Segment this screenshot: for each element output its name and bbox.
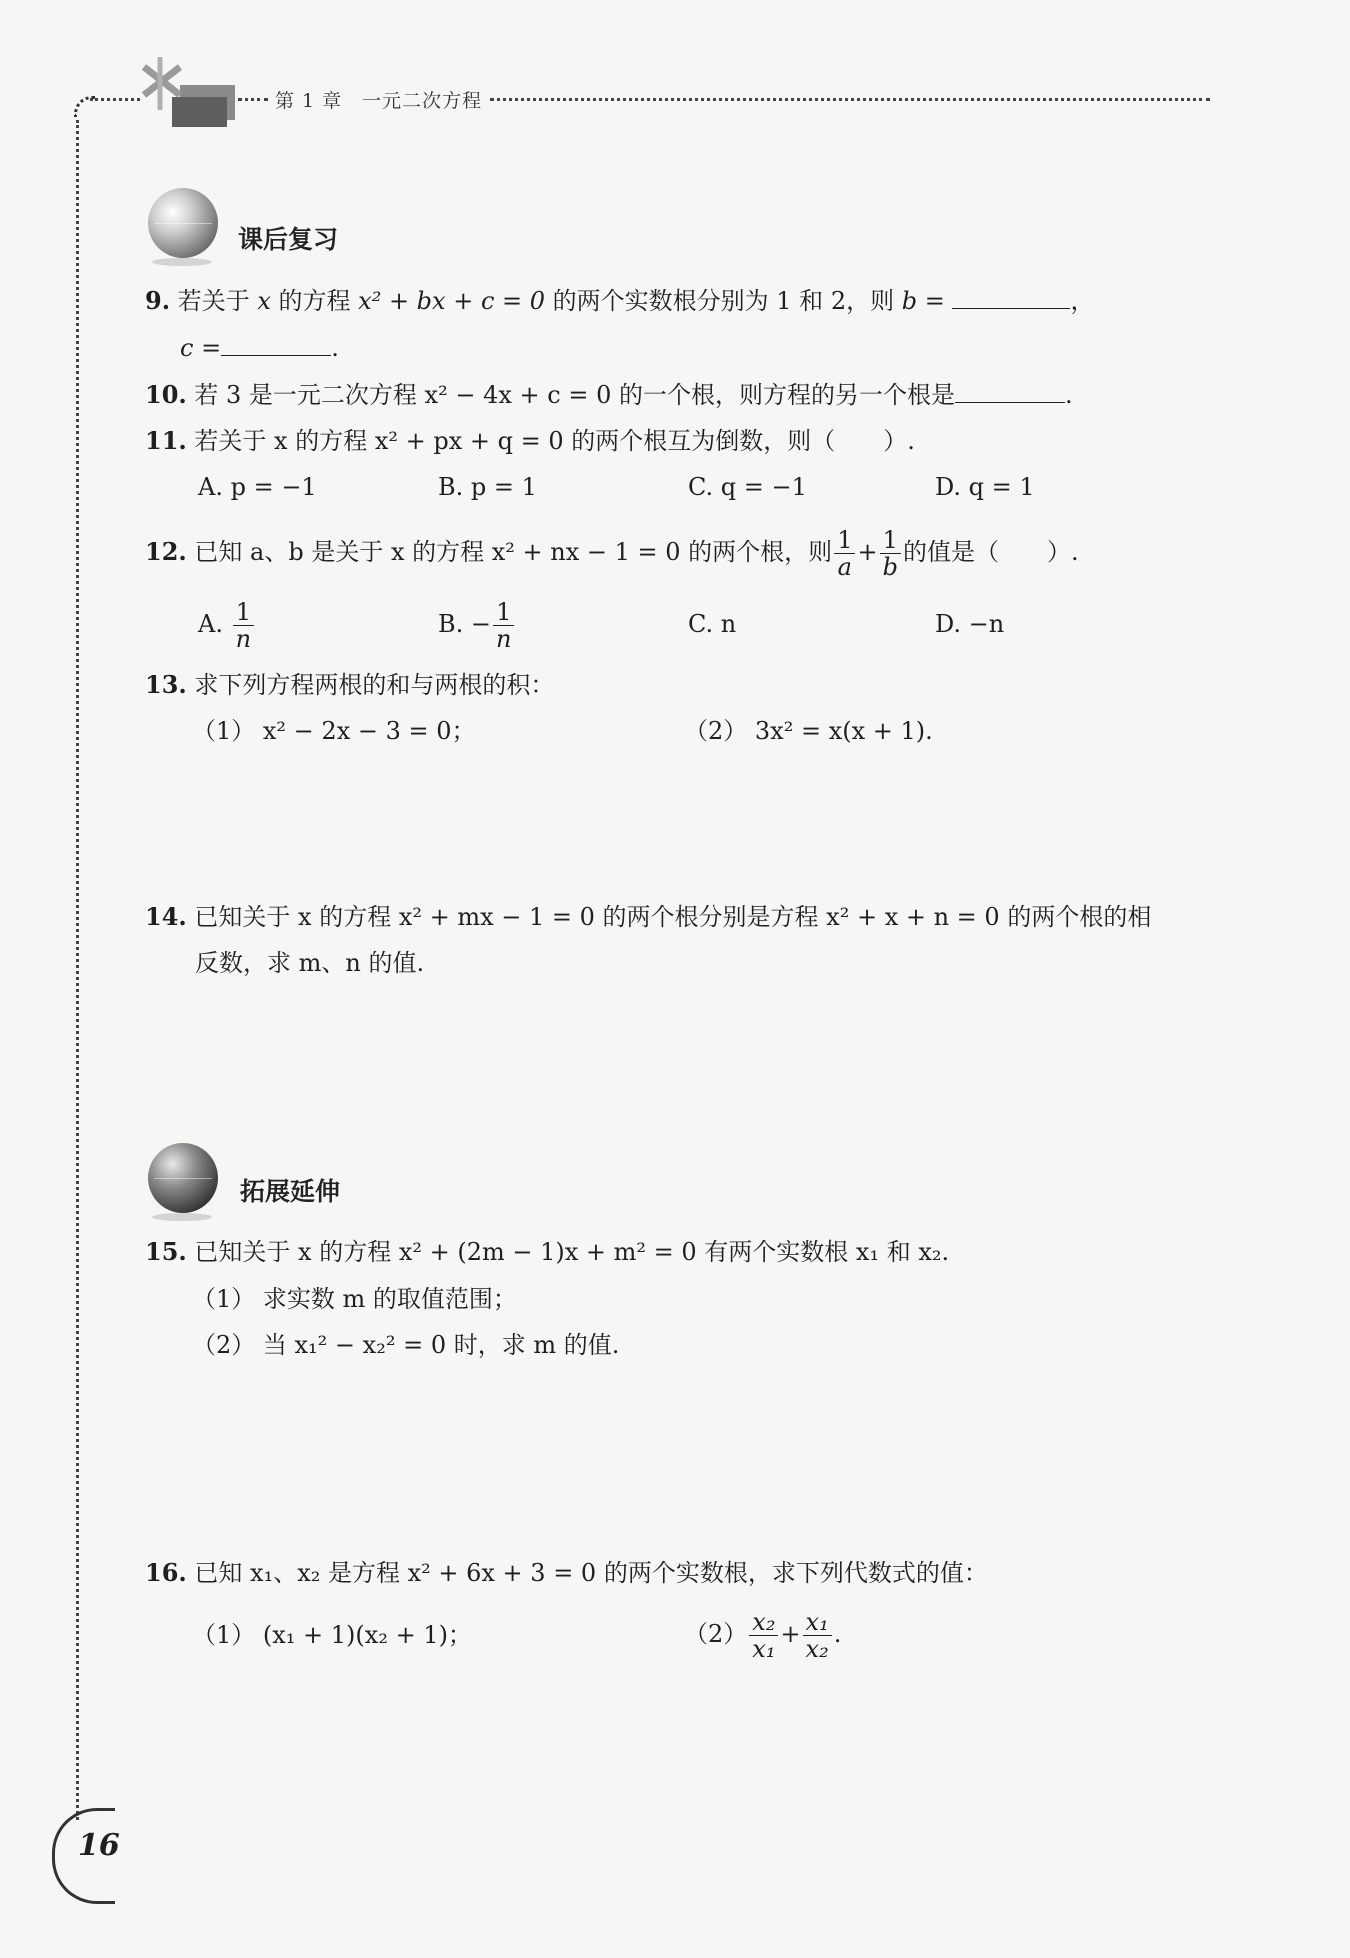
q12-option-b[interactable]: B. − $\frac{1}{n}$: [438, 594, 516, 654]
extend-section-title: 拓展延伸: [240, 1177, 341, 1206]
q9-line2: c = .: [180, 334, 339, 362]
q15-part1: （1） 求实数 m 的取值范围；: [192, 1285, 517, 1313]
q12-fraction-1-over-a: $\frac{1}{a}$: [834, 527, 855, 580]
q13-line: 13. 求下列方程两根的和与两根的积：: [145, 670, 555, 699]
header-dotted-rule-mid: [238, 98, 268, 101]
chapter-title: 第 1 章 一元二次方程: [275, 90, 483, 112]
globe-shadow: [152, 1213, 212, 1221]
header-logo: [140, 55, 240, 135]
q10-blank[interactable]: [955, 380, 1065, 403]
q14-line2: 反数，求 m、n 的值.: [195, 949, 425, 977]
q9-line1: 9. 若关于 x 的方程 x² + bx + c = 0 的两个实数根分别为 1 和 2，则 b = ，: [145, 286, 1095, 315]
q12-option-d[interactable]: D. −n: [935, 610, 1005, 638]
header-dotted-rule-right: [490, 98, 1210, 101]
header-dotted-rule-left: [90, 98, 140, 101]
corner-arc-top: [74, 96, 95, 117]
q12-option-a[interactable]: A. $\frac{1}{n}$: [198, 594, 256, 654]
q16-line: 16. 已知 x₁、x₂ 是方程 x² + 6x + 3 = 0 的两个实数根，求下列代数式的值：: [145, 1558, 988, 1587]
q14-line1: 14. 已知关于 x 的方程 x² + mx − 1 = 0 的两个根分别是方程 x² + x + n = 0 的两个根的相: [145, 902, 1152, 931]
q11-line: 11. 若关于 x 的方程 x² + px + q = 0 的两个根互为倒数，则（ ）.: [145, 426, 915, 455]
q15-part2: （2） 当 x₁² − x₂² = 0 时，求 m 的值.: [192, 1331, 620, 1359]
q9-c-blank[interactable]: [221, 333, 331, 356]
q10-line: 10. 若 3 是一元二次方程 x² − 4x + c = 0 的一个根，则方程的另一个根是 .: [145, 380, 1073, 409]
q11-option-b[interactable]: B. p = 1: [438, 473, 537, 501]
review-globe-icon: [148, 188, 218, 258]
q12-option-c[interactable]: C. n: [688, 610, 737, 638]
q13-part2: （2） 3x² = x(x + 1).: [684, 717, 933, 745]
q11-option-a[interactable]: A. p = −1: [198, 473, 317, 501]
globe-shadow: [152, 258, 212, 266]
review-section-title: 课后复习: [238, 225, 339, 254]
q11-option-c[interactable]: C. q = −1: [688, 473, 807, 501]
page-number: 16: [78, 1828, 120, 1863]
q16-fraction-x2-over-x1: $\frac{\text{x₂}}{\text{x₁}}$: [749, 1609, 778, 1662]
q11-option-d[interactable]: D. q = 1: [935, 473, 1035, 501]
q16-fraction-x1-over-x2: $\frac{\text{x₁}}{\text{x₂}}$: [803, 1609, 832, 1662]
extend-globe-icon: [148, 1143, 218, 1213]
q16-part2: （2） $\frac{\text{x₂}}{\text{x₁}}$ + $\frac{\text{x₁}}{\text{x₂}}$ .: [684, 1608, 842, 1663]
q12-line: 12. 已知 a、b 是关于 x 的方程 x² + nx − 1 = 0 的两个根，则 $\frac{1}{a}$ + $\frac{1}{b}$ 的值是（ ）.: [145, 526, 1079, 581]
q12-fraction-1-over-b: $\frac{1}{b}$: [880, 527, 901, 580]
q13-part1: （1） x² − 2x − 3 = 0；: [192, 717, 476, 745]
q15-line: 15. 已知关于 x 的方程 x² + (2m − 1)x + m² = 0 有两个实数根 x₁ 和 x₂.: [145, 1237, 950, 1266]
q16-part1: （1） (x₁ + 1)(x₂ + 1)；: [192, 1621, 472, 1649]
q9-b-blank[interactable]: [952, 286, 1070, 309]
left-margin-dotted-rule: [76, 120, 79, 1820]
